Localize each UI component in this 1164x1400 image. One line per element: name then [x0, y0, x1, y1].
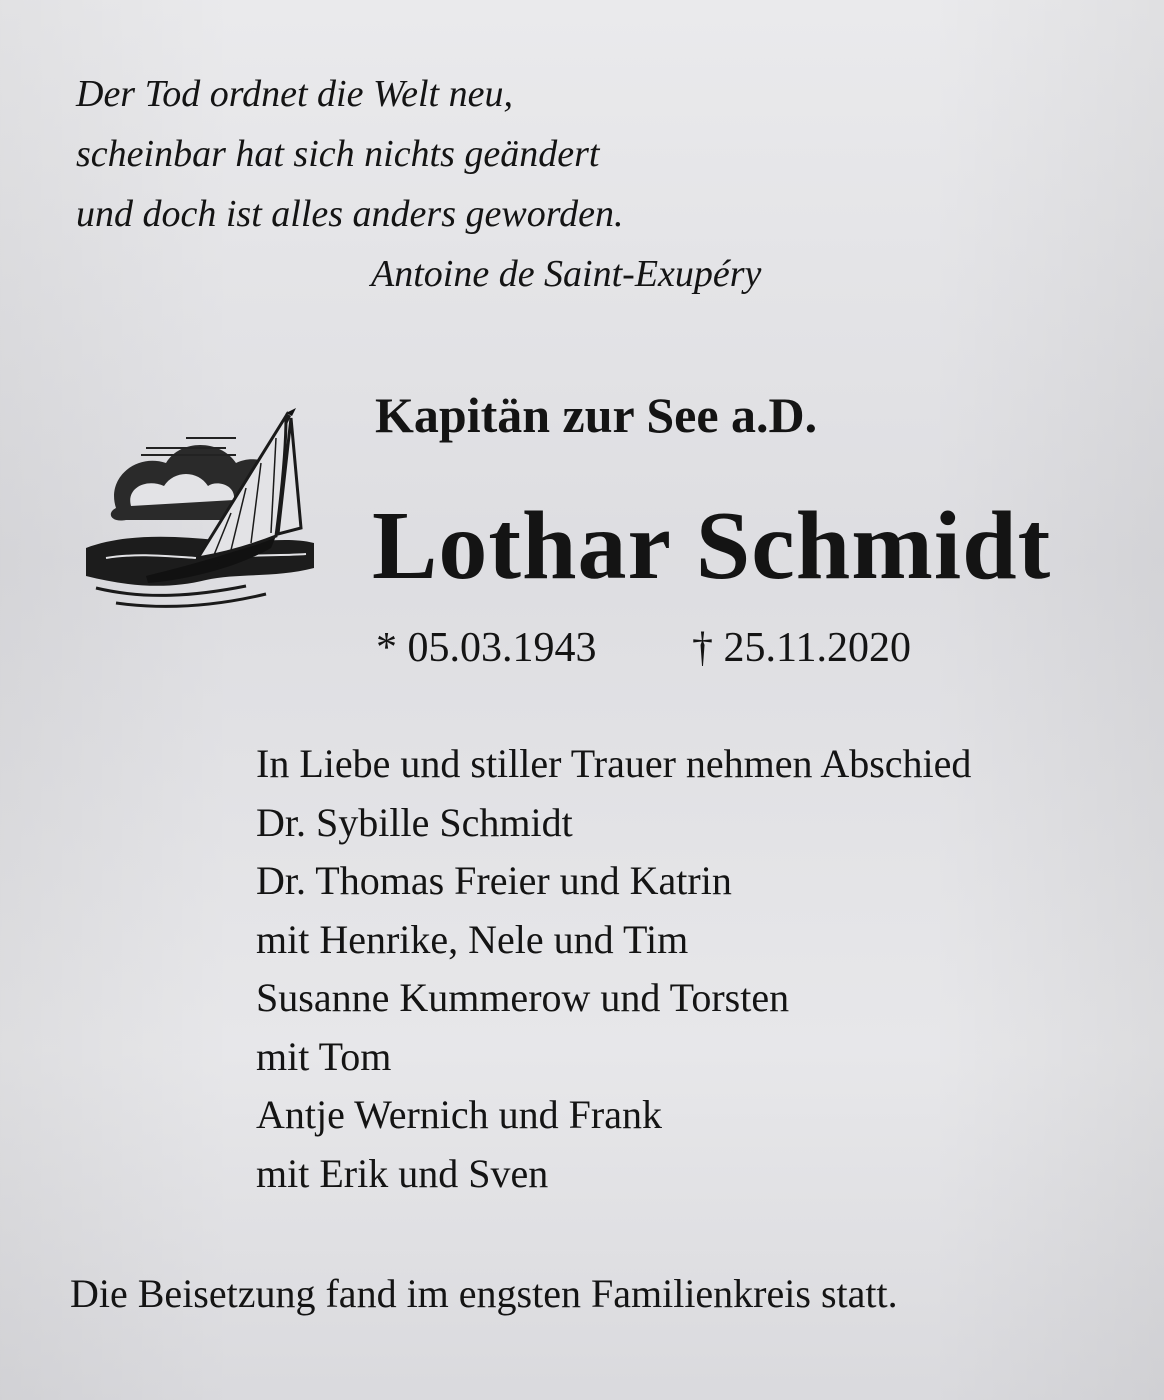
quote-author: Antoine de Saint-Exupéry [371, 253, 762, 295]
farewell-intro: In Liebe und stiller Trauer nehmen Abschied [256, 741, 972, 786]
mourner-line: Antje Wernich und Frank [256, 1092, 662, 1137]
mourner-line: Dr. Sybille Schmidt [256, 799, 573, 845]
death-date: † 25.11.2020 [692, 625, 911, 671]
quote-line: und doch ist alles anders geworden. [76, 193, 624, 235]
sailboat-icon [86, 408, 314, 613]
burial-note: Die Beisetzung fand im engsten Familienkreis statt. [70, 1271, 898, 1316]
birth-date: * 05.03.1943 [376, 625, 597, 671]
quote-line: scheinbar hat sich nichts geändert [76, 133, 600, 175]
mourner-line: mit Erik und Sven [256, 1150, 549, 1196]
quote-text [76, 64, 623, 244]
mourner-line: Dr. Thomas Freier und Katrin [256, 858, 732, 903]
mourners-block [256, 735, 971, 1203]
mourner-line: mit Tom [256, 1033, 392, 1079]
rank-title: Kapitän zur See a.D. [375, 387, 818, 443]
mourner-line: Susanne Kummerow und Torsten [256, 975, 790, 1020]
mourner-line: mit Henrike, Nele und Tim [256, 916, 689, 962]
deceased-name: Lothar Schmidt [372, 492, 1052, 600]
quote-line: Der Tod ordnet die Welt neu, [76, 73, 513, 115]
